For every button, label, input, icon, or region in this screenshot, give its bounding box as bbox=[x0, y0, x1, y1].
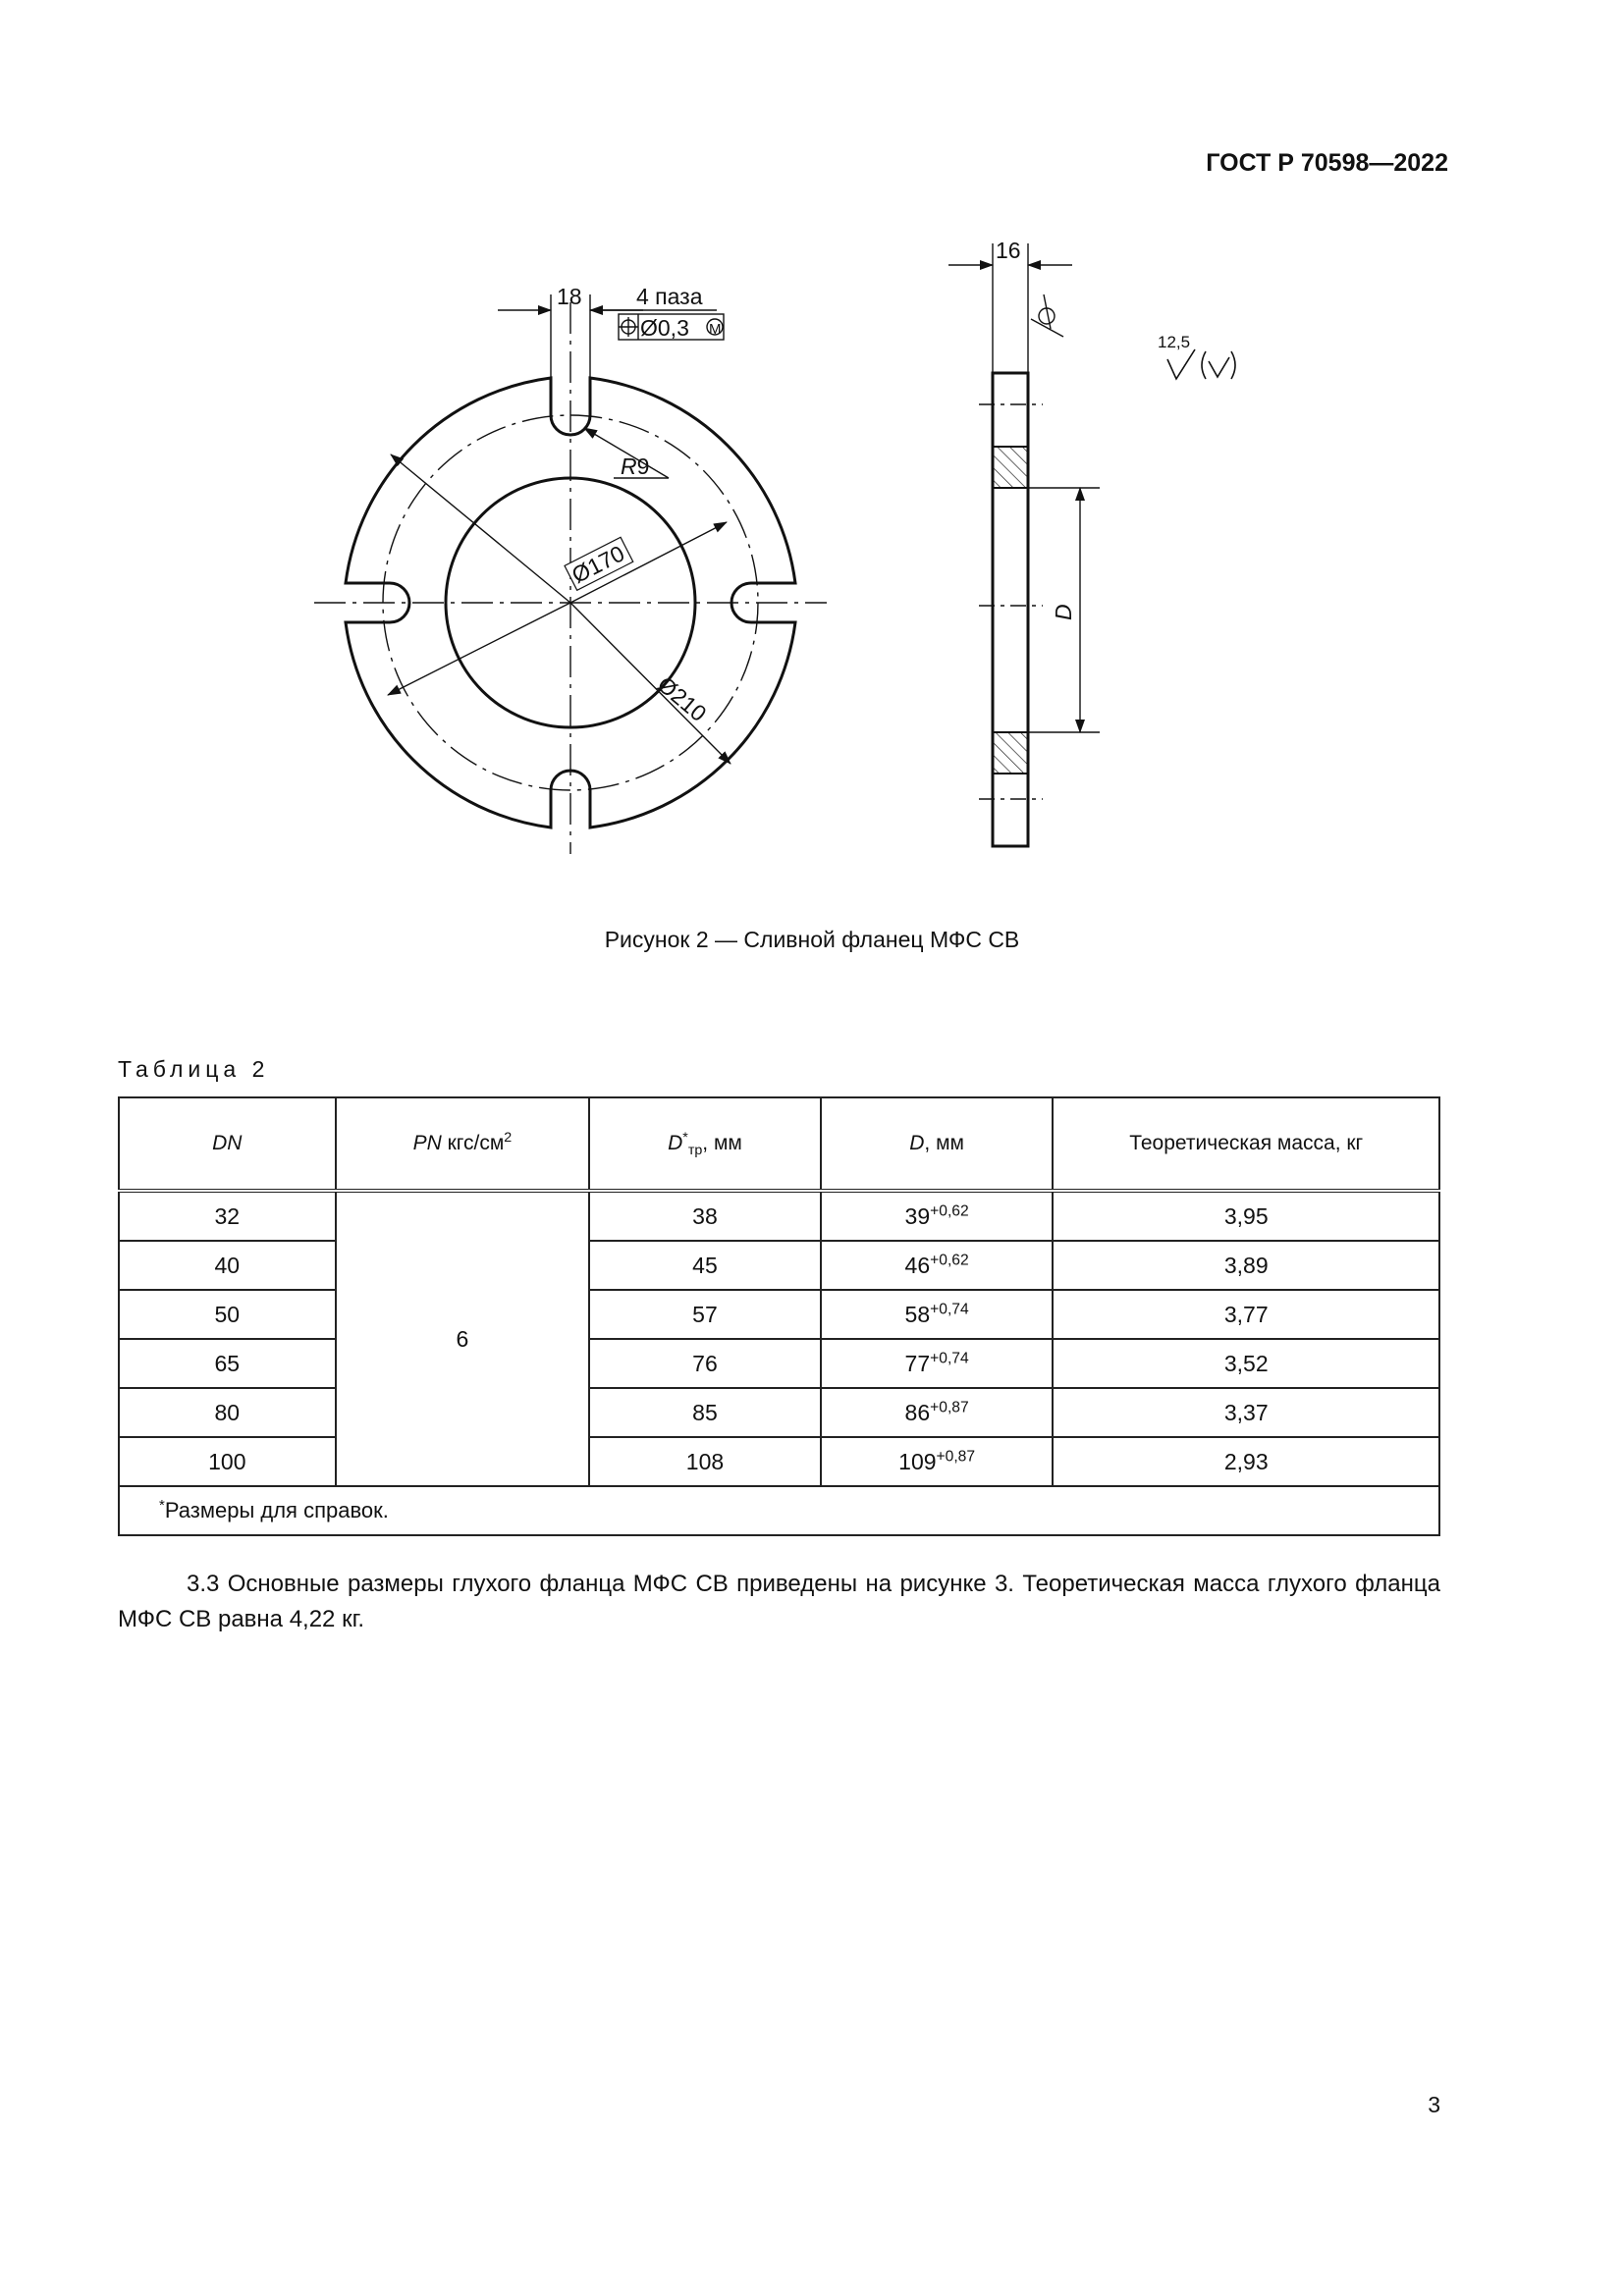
roughness-symbol-icon bbox=[1167, 349, 1235, 379]
cell-d: $39^{+0,62}$ bbox=[821, 1191, 1054, 1241]
cell-mass: 2,93 bbox=[1053, 1437, 1439, 1486]
roughness-value: 12,5 bbox=[1158, 333, 1191, 351]
table-row bbox=[119, 1437, 1439, 1486]
table-title: Таблица 2 bbox=[118, 1056, 270, 1082]
table-header-row bbox=[119, 1097, 1439, 1191]
diameter-210-dimension bbox=[391, 454, 731, 764]
cell-mass: 3,52 bbox=[1053, 1339, 1439, 1388]
header-dtr: $D^*_{тр}$, мм bbox=[589, 1097, 821, 1191]
radius-symbol: R bbox=[621, 454, 637, 479]
header-mass: Теоретическая масса, кг bbox=[1053, 1097, 1439, 1191]
tolerance-modifier: M bbox=[709, 321, 722, 338]
cell-dn: 40 bbox=[119, 1241, 336, 1290]
header-pn: PN кгс/$см^2$ bbox=[336, 1097, 590, 1191]
cell-dn: 80 bbox=[119, 1388, 336, 1437]
cell-d: $77^{+0,74}$ bbox=[821, 1339, 1054, 1388]
header-d: D, мм bbox=[821, 1097, 1054, 1191]
document-header: ГОСТ Р 70598—2022 bbox=[1206, 149, 1448, 177]
d-label: D bbox=[1051, 604, 1076, 620]
flange-side-view bbox=[979, 373, 1043, 846]
cell-mass: 3,89 bbox=[1053, 1241, 1439, 1290]
table-row bbox=[119, 1290, 1439, 1339]
cell-dn: 32 bbox=[119, 1191, 336, 1241]
cell-dn: 100 bbox=[119, 1437, 336, 1486]
section-hatch-bottom bbox=[993, 732, 1028, 774]
figure-caption: Рисунок 2 — Сливной фланец МФС СВ bbox=[604, 927, 1020, 952]
tolerance-value: Ø0,3 bbox=[640, 315, 689, 341]
cell-d: $109^{+0,87}$ bbox=[821, 1437, 1054, 1486]
cell-dtr: 85 bbox=[589, 1388, 821, 1437]
cell-dtr: 38 bbox=[589, 1191, 821, 1241]
diameter-170-label: Ø170 bbox=[568, 540, 629, 589]
table-note: *Размеры для справок. bbox=[119, 1486, 1439, 1535]
table-row bbox=[119, 1339, 1439, 1388]
cell-d: $58^{+0,74}$ bbox=[821, 1290, 1054, 1339]
thickness-label: 16 bbox=[996, 238, 1021, 263]
cell-pn: 6 bbox=[336, 1191, 590, 1486]
page-number: 3 bbox=[1428, 2092, 1440, 2117]
slots-count-label: 4 паза bbox=[636, 284, 703, 309]
cell-d: $86^{+0,87}$ bbox=[821, 1388, 1054, 1437]
svg-text:R9 bbox=[621, 454, 649, 479]
cell-mass: 3,37 bbox=[1053, 1388, 1439, 1437]
cell-dtr: 76 bbox=[589, 1339, 821, 1388]
cell-dtr: 45 bbox=[589, 1241, 821, 1290]
slot-width-label: 18 bbox=[557, 284, 582, 309]
dimensions-table bbox=[118, 1096, 1440, 1536]
cell-dtr: 108 bbox=[589, 1437, 821, 1486]
diameter-210-label: Ø210 bbox=[652, 670, 712, 726]
cell-dtr: 57 bbox=[589, 1290, 821, 1339]
cell-d: $46^{+0,62}$ bbox=[821, 1241, 1054, 1290]
cell-dn: 50 bbox=[119, 1290, 336, 1339]
radius-value: 9 bbox=[636, 454, 650, 479]
cell-mass: 3,77 bbox=[1053, 1290, 1439, 1339]
table-note-row bbox=[119, 1486, 1439, 1535]
parallelism-symbol-icon bbox=[1031, 294, 1063, 337]
body-paragraph: 3.3 Основные размеры глухого фланца МФС СВ приведены на рисунке 3. Теоретическая масса глухого фланца МФС СВ равна 4,22 кг. bbox=[118, 1571, 1440, 1632]
section-hatch-top bbox=[993, 447, 1028, 488]
header-dn: DN bbox=[119, 1097, 336, 1191]
cell-dn: 65 bbox=[119, 1339, 336, 1388]
table-row bbox=[119, 1388, 1439, 1437]
table-row bbox=[119, 1191, 1439, 1241]
flange-drawing bbox=[0, 0, 1624, 923]
side-view-outline bbox=[993, 373, 1028, 846]
cell-mass: 3,95 bbox=[1053, 1191, 1439, 1241]
table-row bbox=[119, 1241, 1439, 1290]
